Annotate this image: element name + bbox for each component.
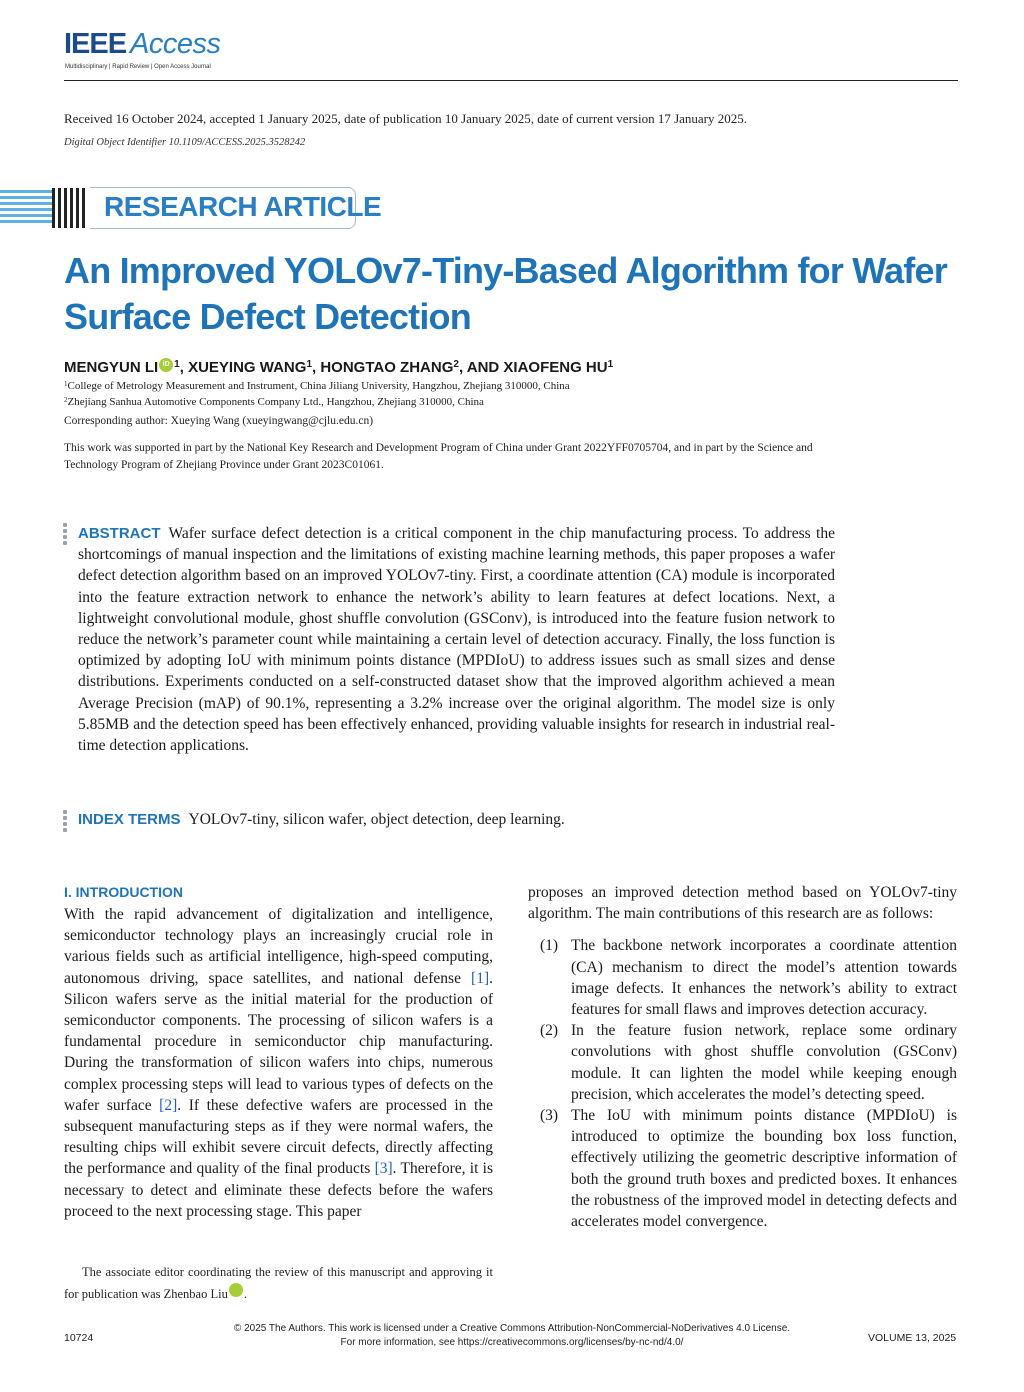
contribution-number: (3) — [540, 1107, 559, 1125]
contribution-item — [528, 1020, 957, 1105]
doi-line: Digital Object Identifier 10.1109/ACCESS.2025.3528242 — [64, 137, 306, 148]
abstract-text: Wafer surface defect detection is a critical component in the chip manufacturing process. To address the shortcomings of manual inspection and the limitations of existing machine learning methods, this paper proposes a wafer defect detection algorithm based on an improved YOLOv7-tiny. First, a coordinate attention (CA) module is incorporated into the feature extraction network to enhance the network’s ability to learn features at defect locations. Next, a lightweight convolutional module, ghost shuffle convolution (GSConv), is introduced into the feature fusion network to reduce the network’s parameter count while maintaining a certain level of detection accuracy. Finally, the loss function is optimized by adopting IoU with minimum points distance (MPDIoU) to address issues such as small sizes and dense distributions. Experiments conducted on a self-constructed dataset show that the improved algorithm achieved a mean Average Precision (mAP) of 90.1%, representing a 3.2% increase over the original algorithm. The model size is only 5.85MB and the detection speed has been effectively enhanced, providing valuable insights for research in industrial real-time detection applications. — [78, 525, 835, 755]
contribution-number: (1) — [540, 937, 559, 955]
author-affil-number: 1 — [174, 359, 180, 370]
affiliation — [64, 380, 570, 392]
page-number: 10724 — [64, 1332, 94, 1344]
citation-link[interactable]: [1] — [471, 969, 490, 987]
paper-title: An Improved YOLOv7-Tiny-Based Algorithm for Wafer Surface Defect Detection — [64, 250, 947, 337]
author-list — [64, 358, 613, 376]
author-name: HONGTAO ZHANG — [320, 359, 454, 376]
orcid-icon[interactable]: iD — [229, 1283, 243, 1297]
author-name: XIAOFENG HU — [503, 359, 608, 376]
intro-text: . Silicon wafers serve as the initial material for the production of semiconductor components. The processing of silicon wafers is a fundamental procedure in semiconductor chip manufacturing. During the transformation of silicon wafers into chips, numerous complex processing steps will lead to various types of defects on the wafer surface — [64, 969, 493, 1114]
banner-barcode — [50, 188, 90, 228]
logo-access: Access — [130, 28, 221, 60]
abstract-marker — [63, 523, 67, 547]
journal-logo — [64, 28, 284, 76]
intro-text: . If these defective wafers are processed in the subsequent manufacturing steps as if they were normal wafers, the resulting chips will exhibit severe circuit defects, directly affecting the performance and quality of the final products — [64, 1096, 493, 1178]
author-separator: , — [312, 359, 321, 376]
received-dates: Received 16 October 2024, accepted 1 January 2025, date of publication 10 January 2025, date of current version 17 January 2025. — [64, 111, 748, 126]
contribution-text: The backbone network incorporates a coordinate attention (CA) mechanism to direct the model’s attention towards image defects. It enhances the network’s ability to extract features for small flaws and improves detection accuracy. — [571, 937, 957, 1019]
intro-text: With the rapid advancement of digitalization and intelligence, semiconductor technology plays an increasingly crucial role in various fields such as artificial intelligence, high-speed computing, autonomous driving, space satellites, and national defense — [64, 906, 493, 987]
author-separator: , — [179, 359, 189, 376]
index-terms-text: YOLOv7-tiny, silicon wafer, object detection, deep learning. — [188, 811, 565, 828]
logo-tagline: Multidisciplinary | Rapid Review | Open Access Journal — [65, 64, 211, 70]
intro-right-column — [528, 882, 957, 1232]
volume-label: VOLUME 13, 2025 — [868, 1332, 957, 1344]
orcid-icon[interactable]: iD — [159, 358, 173, 372]
citation-link[interactable]: [2] — [159, 1096, 178, 1114]
affiliation-text: College of Metrology Measurement and Instrument, China Jiliang University, Hangzhou, Zhejiang 310000, China — [67, 380, 570, 392]
license-link[interactable]: For more information, see https://creativecommons.org/licenses/by-nc-nd/4.0/ — [340, 1337, 684, 1348]
author-name: XUEYING WANG — [188, 359, 307, 376]
footnote-text: The associate editor coordinating the review of this manuscript and approving it for publication was Zhenbao Liu — [64, 1265, 493, 1301]
author-affil-number: 1 — [306, 359, 312, 370]
affiliation-number: 1 — [64, 380, 68, 388]
intro-continuation: proposes an improved detection method based on YOLOv7-tiny algorithm. The main contributions of this research are as follows: — [528, 884, 957, 923]
section-heading: I. INTRODUCTION — [64, 884, 183, 900]
author-affil-number: 2 — [453, 359, 459, 370]
article-type-label: RESEARCH ARTICLE — [104, 191, 382, 222]
contribution-text: In the feature fusion network, replace some ordinary convolutions with ghost shuffle convolution (GSConv) module. It can lighten the model while keeping enough precision, which accelerates the model’s detecting speed. — [571, 1022, 957, 1103]
logo-ieee: IEEE — [64, 28, 127, 60]
index-terms-label: INDEX TERMS — [78, 811, 181, 828]
author-name: MENGYUN LI — [64, 359, 159, 376]
funding-statement: This work was supported in part by the National Key Research and Development Program of China under Grant 2022YFF0705704, and in part by the Science and Technology Program of Zhejiang Province under Grant 2023C01061. — [64, 442, 813, 471]
editor-footnote — [64, 1262, 493, 1305]
license-line: © 2025 The Authors. This work is licensed under a Creative Commons Attribution-NonCommercial-NoDerivatives 4.0 License. — [233, 1323, 791, 1334]
footnote-end: . — [243, 1287, 247, 1301]
intro-text: . Therefore, it is necessary to detect and eliminate these defects before the wafers proceed to the next processing stage. This paper — [64, 1160, 493, 1220]
banner-stripes — [0, 188, 54, 228]
citation-link[interactable]: [3] — [374, 1160, 393, 1178]
contribution-item — [528, 935, 957, 1020]
author-affil-number: 1 — [607, 359, 614, 370]
affiliation — [64, 396, 484, 408]
author-separator: , AND — [458, 359, 504, 376]
index-terms — [78, 811, 565, 829]
header-rule — [64, 80, 958, 81]
affiliation-number: 2 — [64, 396, 68, 404]
contribution-list — [528, 935, 957, 1232]
contribution-text: The IoU with minimum points distance (MPDIoU) is introduced to optimize the bounding box loss function, effectively utilizing the geometric descriptive information of both the ground truth boxes and predicted boxes. It enhances the robustness of the improved model in detecting defects and accelerates model convergence. — [571, 1107, 957, 1231]
abstract — [78, 523, 835, 756]
contribution-number: (2) — [540, 1022, 559, 1040]
contribution-item — [528, 1105, 957, 1232]
intro-left-column — [64, 904, 493, 1222]
abstract-label: ABSTRACT — [78, 525, 161, 542]
corresponding-author: Corresponding author: Xueying Wang (xueyingwang@cjlu.edu.cn) — [64, 415, 374, 427]
index-terms-marker — [63, 810, 67, 834]
affiliation-text: Zhejiang Sanhua Automotive Components Company Ltd., Hangzhou, Zhejiang 310000, China — [67, 396, 484, 408]
